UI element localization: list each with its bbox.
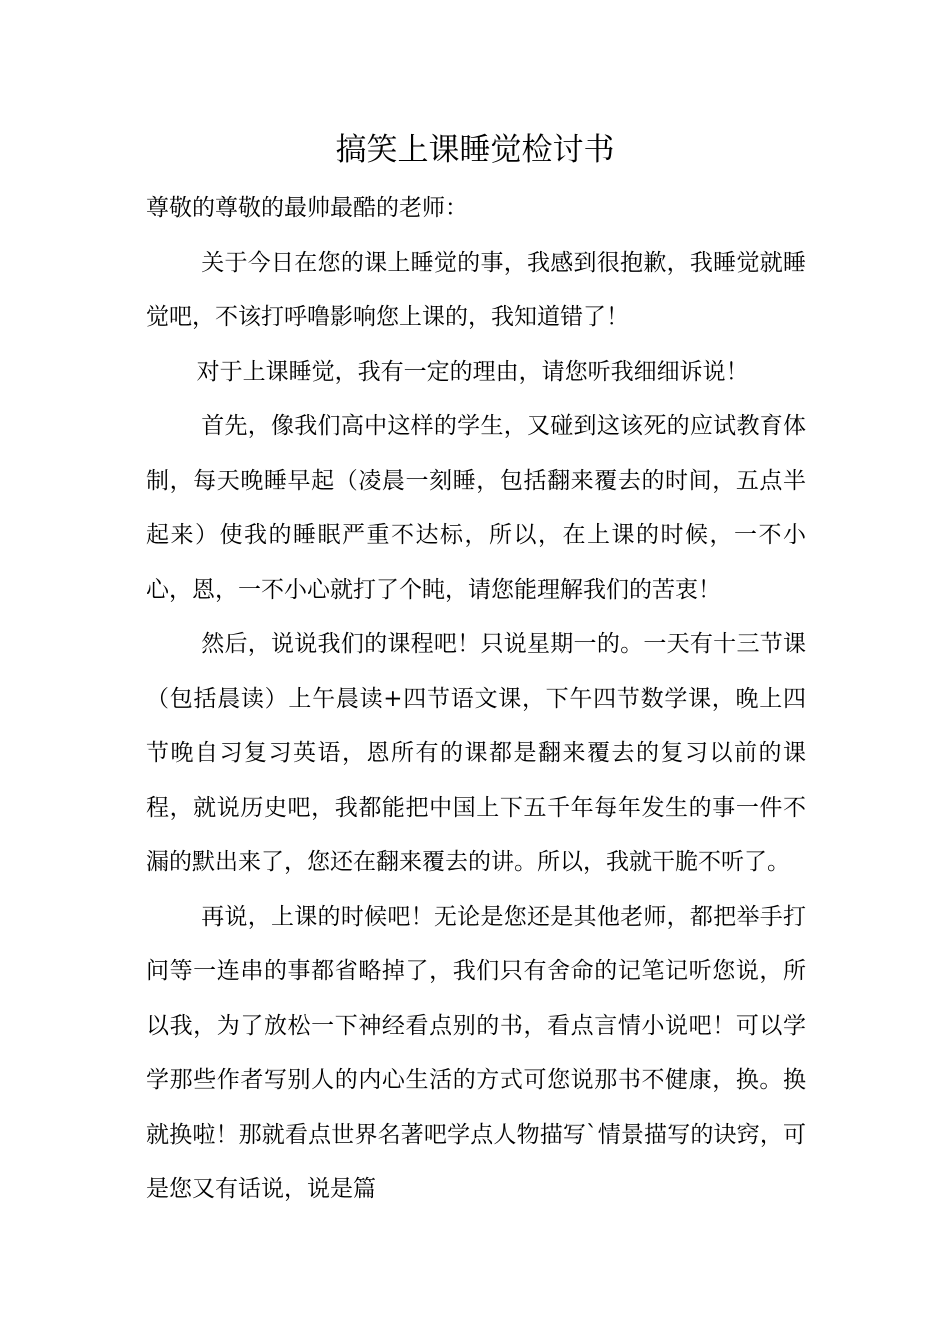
paragraph-in-class: 再说，上课的时候吧！无论是您还是其他老师，都把举手打问等一连串的事都省略掉了，我们只有舍命的记笔记听您说，所以我，为了放松一下神经看点别的书，看点言情小说吧！可以学学那些作者写别人的内心生活的方式可您说那书不健康，换。换就换啦！那就看点世界名著吧学点人物描写`情景描写的诀窍，可是您又有话说，说是篇	[146, 903, 806, 1202]
document-title: 搞笑上课睡觉检讨书	[335, 132, 615, 168]
salutation: 尊敬的尊敬的最帅最酷的老师：	[146, 195, 468, 221]
document-body	[146, 181, 806, 1217]
paragraph-reason-intro: 对于上课睡觉，我有一定的理由，请您听我细细诉说！	[196, 358, 749, 385]
paragraph-first-reason: 首先，像我们高中这样的学生，又碰到这该死的应试教育体制，每天晚睡早起（凌晨一刻睡，包括翻来覆去的时间，五点半起来）使我的睡眠严重不达标，所以，在上课的时候，一不小心，恩，一不小心就打了个盹，请您能理解我们的苦衷！	[146, 413, 806, 603]
paragraph-apology: 关于今日在您的课上睡觉的事，我感到很抱歉，我睡觉就睡觉吧，不该打呼噜影响您上课的，我知道错了！	[146, 249, 806, 330]
paragraph-course-schedule: 然后，说说我们的课程吧！只说星期一的。一天有十三节课（包括晨读）上午晨读+四节语文课，下午四节数学课，晚上四节晚自习复习英语，恩所有的课都是翻来覆去的复习以前的课程，就说历史吧，我都能把中国上下五千年每年发生的事一件不漏的默出来了，您还在翻来覆去的讲。所以，我就干脆不听了。	[146, 631, 806, 875]
